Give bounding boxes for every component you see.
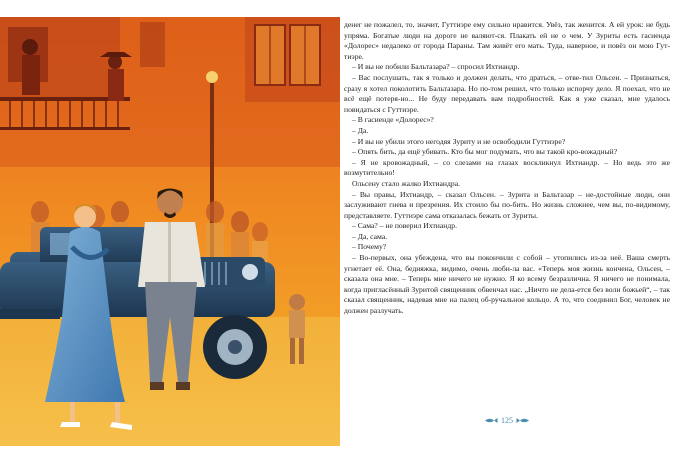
fish-icon xyxy=(516,417,530,424)
paragraph: денег не пожалел, то, значит, Гуттиэре ему сильно нравится. Увёз, так женится. А ей урок: не будь упряма. Богатые люди на дороге не валяют-ся. Плакать ей не о чем. У Зуриты есть гасиенда «Долорес» недалеко от города Параны. Там живёт его мать. Туда, наверное, и повёз он мою Гут-тиэре. xyxy=(344,20,670,61)
paragraph: – Почему? xyxy=(352,242,387,252)
fish-icon xyxy=(484,417,498,424)
page-footer xyxy=(482,413,532,427)
paragraph: – И вы не побили Бальтазара? – спросил Ихтиандр. xyxy=(352,62,520,72)
paragraph: – Я не кровожадный, – со слезами на глазах воскликнул Ихтиандр. – Но ведь это же возмутительно! xyxy=(344,157,670,178)
paragraph: – Да. xyxy=(352,125,369,135)
paragraph: – Во-первых, она убеждена, что вы покончили с собой – утопились из-за неё. Ваша смерть угнетает её. Она, бедняжка, видимо, очень люби-ла вас. «Теперь моя жизнь кончена, Ольсен, – сказала она мне. – Теперь мне ничего не нужно. Я ко всему безразлична. Я ничего не понимала, когда пригласённый Зуритой священник обвенчал нас. „Ничто не дела-ется без воли божьей“, – так сказал священник, надевая мне на палец об-ручальное кольцо. А то, что соединил Бог, человек не должен разлучать. xyxy=(344,253,670,316)
body-text xyxy=(344,20,670,317)
illustration-page xyxy=(0,17,340,446)
paragraph: – Сама? – не поверил Ихтиандр. xyxy=(352,221,457,231)
harbor-street-painting xyxy=(0,17,340,446)
text-page xyxy=(344,20,670,440)
paragraph: – Вы правы, Ихтиандр, – сказал Ольсен. – Зурита и Бальтазар – не-достойные люди, они заслуживают гнева и презрения. Их стоило бы по-бить. Но жизнь сложнее, чем вы, по-видимому, представляете. Гуттиэре сама отказалась бежать от Зуриты. xyxy=(344,189,670,220)
paragraph: Ольсену стало жалко Ихтиандра. xyxy=(352,178,461,188)
paragraph: – Вас послушать, так я только и должен делать, что драться, – отве-тил Ольсен. – Признаться, сразу я хотел поколотить Бальтазара. Но по-том решил, что только испорчу дело. Я поехал, что не всё ещё потеря-но... Не буду передавать вам подробностей. Как я уже сказал, мне удалось повидаться с Гуттиэре. xyxy=(344,72,670,114)
page-number: 125 xyxy=(501,415,513,425)
paragraph: – Опять бить, да ещё убивать. Кто бы мог подумать, что вы такой кро-вожадный? xyxy=(352,147,618,157)
paragraph: – В гасиенде «Долорес»? xyxy=(352,115,434,125)
paragraph: – И вы не убили этого негодяя Зуриту и не освободили Гуттиэре? xyxy=(352,136,566,146)
paragraph: – Да, сама. xyxy=(352,231,388,241)
